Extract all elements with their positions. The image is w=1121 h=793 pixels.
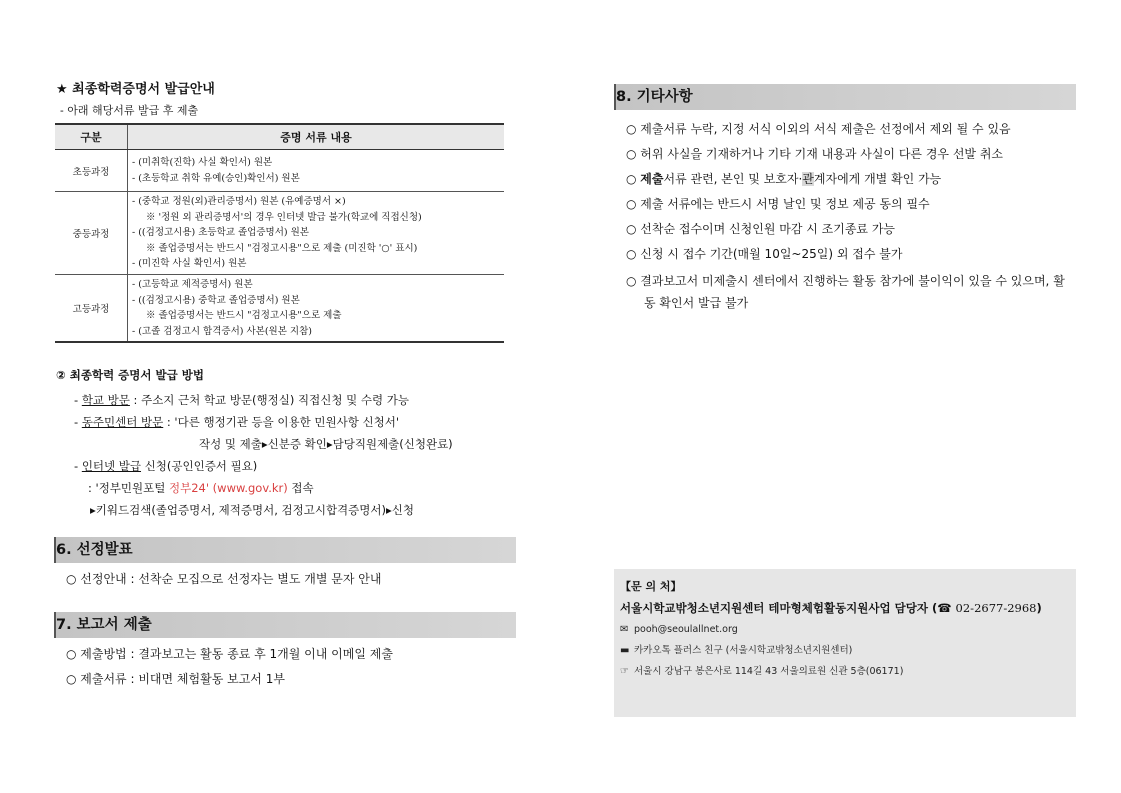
contact-label: 【문 의 처】 [620,580,682,593]
center-visit-steps: 작성 및 제출▸신분증 확인▸담당직원제출(신청완료) [199,437,453,452]
issuance-method-title: ② 최종학력 증명서 발급 방법 [56,368,204,383]
table-row-items [128,150,505,192]
dash: - [74,393,82,408]
contact-org [620,597,1076,619]
contact-phone: 02-2677-2968 [955,601,1037,615]
list-item-highlight: 관 [802,172,814,186]
section-6-list [54,567,516,592]
section-7-list [54,642,516,692]
computer-icon: ▬ [620,645,630,656]
list-item-text-end: 계자에게 개별 확인 가능 [813,172,942,186]
list-item-bold: 제출 [640,172,664,186]
list-item: - (미진학 사실 확인서) 원본 [132,258,247,270]
list-item: - ((검정고시용) 중학교 졸업증명서) 원본 [132,294,300,306]
list-item: - (고졸 검정고시 합격증서) 사본(원본 지참) [132,325,312,337]
section-8-title: 8. 기타사항 [614,84,1076,110]
list-item: - (미취학(진학) 사실 확인서) 원본 [132,156,273,168]
center-visit-line [54,411,516,433]
contact-email[interactable]: pooh@seoulallnet.org [634,624,738,635]
list-item: - (초등학교 취학 유예(승인)확인서) 원본 [132,172,300,184]
list-item: ○ 선정안내 : 선착순 모집으로 선정자는 별도 개별 문자 안내 [66,572,382,587]
portal-line [54,477,516,499]
table-header-row [55,124,504,150]
table-row-category: 초등과정 [55,150,128,192]
portal-text: : '정부민원포털 [88,481,170,496]
contact-box [614,569,1076,717]
table-row [55,150,504,192]
certificate-guide-note: - 아래 해당서류 발급 후 제출 [60,104,199,117]
contact-kakao: 카카오톡 플러스 친구 (서울시학교밖청소년지원센터) [634,645,853,656]
list-item-note: ※ 졸업증명서는 반드시 "검정고시용"으로 제출 [146,310,342,322]
list-item: ○ 제출 서류에는 반드시 서명 날인 및 정보 제공 동의 필수 [626,197,930,211]
section-8-list [614,117,1076,314]
list-item: ○ 신청 시 접수 기간(매월 10일~25일) 외 접수 불가 [626,247,903,261]
list-item-text: 서류 관련, 본인 및 보호자· [663,172,803,186]
section-7-title: 7. 보고서 제출 [54,612,516,638]
school-visit-line [54,389,516,411]
contact-org-end: ) [1036,601,1042,615]
table-row-category: 고등과정 [55,274,128,342]
section-6-title: 6. 선정발표 [54,537,516,563]
list-item: - (중학교 정원(외)관리증명서) 원본 (유예증명서 ×) [132,196,346,207]
list-item: ○ 제출서류 누락, 지정 서식 이외의 서식 제출은 선정에서 제외 될 수 있음 [626,122,1011,136]
contact-address: 서울시 강남구 봉은사로 114길 43 서울의료원 신관 5층(06171) [634,666,904,677]
table-row-items [128,274,505,342]
contact-kakao-line [620,640,1076,661]
table-header-category: 구분 [55,124,128,150]
table-row-category: 중등과정 [55,192,128,275]
list-item: ○ 선착순 접수이며 신청인원 마감 시 조기종료 가능 [626,222,896,236]
internet-text: 신청(공인인증서 필요) [141,459,258,474]
list-item [614,167,1076,192]
mail-icon: ✉ [620,624,629,635]
contact-address-line [620,661,1076,682]
list-item: ○ 제출방법 : 결과보고는 활동 종료 후 1개월 이내 이메일 제출 [66,647,393,662]
list-item: - (고등학교 제적증명서) 원본 [132,278,253,290]
pointing-hand-icon: ☞ [620,666,629,677]
table-row [55,274,504,342]
contact-org-name: 서울시학교밖청소년지원센터 테마형체험활동지원사업 담당자 (☎ [620,601,956,615]
portal-text-end: 접속 [287,481,314,496]
dash: - [74,415,82,430]
table-header-contents: 증명 서류 내용 [128,124,505,150]
right-column [614,84,1076,314]
list-item-marker: ○ [626,172,641,186]
keyword-search-line: ▸키워드검색(졸업증명서, 제적증명서, 검정고시합격증명서)▸신청 [90,503,414,518]
issuance-method-list [54,389,516,521]
portal-link: 정부24' (www.gov.kr) [169,481,288,496]
center-visit-label: 동주민센터 방문 [81,415,164,430]
list-item: ○ 허위 사실을 기재하거나 기타 기재 내용과 사실이 다른 경우 선발 취소 [626,147,1004,161]
certificate-table [55,123,504,343]
list-item: ○ 제출서류 : 비대면 체험활동 보고서 1부 [66,672,285,687]
list-item-note: ※ '정원 외 관리증명서'의 경우 인터넷 발급 불가(학교에 직접신청) [146,211,422,223]
left-column [54,78,516,692]
table-row-items [128,192,505,275]
list-item: - ((검정고시용) 초등학교 졸업증명서) 원본 [132,227,309,239]
certificate-guide-title: ★ 최종학력증명서 발급안내 [56,82,215,97]
contact-email-line [620,619,1076,640]
internet-line [54,455,516,477]
dash: - [74,459,82,474]
internet-label: 인터넷 발급 [81,459,142,474]
school-visit-label: 학교 방문 [81,393,130,408]
school-visit-text: : 주소지 근처 학교 방문(행정실) 직접신청 및 수령 가능 [129,393,409,408]
list-item-note: ※ 졸업증명서는 반드시 "검정고시용"으로 제출 (미진학 '○' 표시) [146,242,418,254]
table-row [55,192,504,275]
list-item: ○ 결과보고서 미제출시 센터에서 진행하는 활동 참가에 불이익이 있을 수 있으며, 활동 확인서 발급 불가 [626,274,1065,310]
center-visit-text: : '다른 행정기관 등을 이용한 민원사항 신청서' [163,415,399,430]
